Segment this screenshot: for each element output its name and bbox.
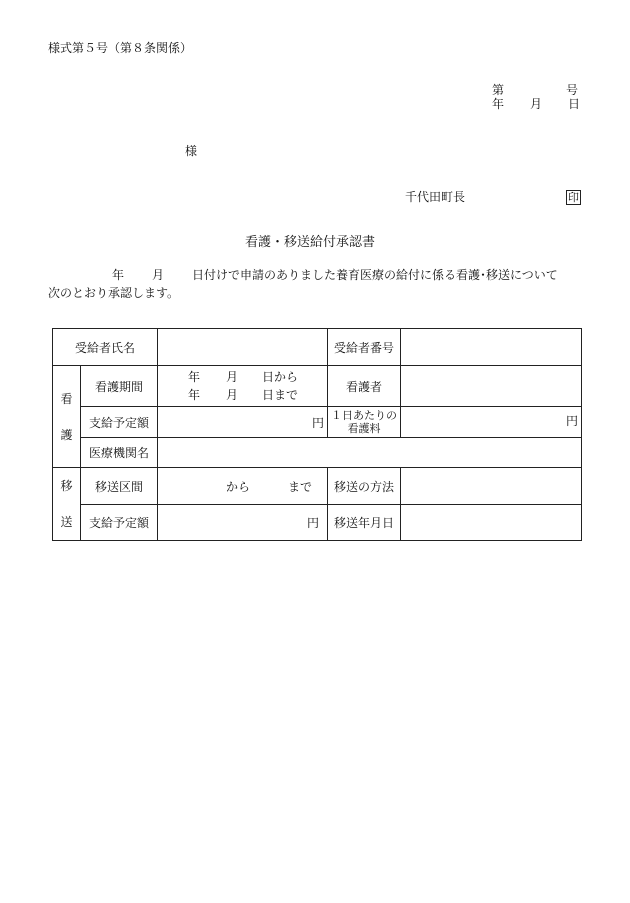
addressee-honorific: 様 bbox=[185, 144, 198, 158]
recipient-name-label: 受給者氏名 bbox=[53, 329, 158, 366]
nursing-planned-amount-label: 支給予定額 bbox=[81, 407, 158, 438]
doc-number-label: 第 bbox=[492, 83, 505, 97]
seal-stamp: 印 bbox=[568, 191, 579, 204]
nursing-period-label: 看護期間 bbox=[81, 366, 158, 407]
nursing-amount-row bbox=[53, 407, 582, 438]
doc-number-suffix: 号 bbox=[566, 83, 579, 97]
date-year: 年 bbox=[492, 97, 505, 111]
transport-planned-amount-yen: 円 bbox=[158, 505, 328, 541]
daily-fee-yen: 円 bbox=[401, 407, 582, 438]
nursing-planned-amount-yen: 円 bbox=[158, 407, 328, 438]
recipient-name-value bbox=[158, 329, 328, 366]
intro-paragraph bbox=[48, 266, 588, 302]
to-word: まで bbox=[288, 479, 313, 494]
nursing-period-value bbox=[158, 366, 328, 407]
transport-amount-row bbox=[53, 505, 582, 541]
intro-line-1-text: 日付けで申請のありました養育医療の給付に係る看護･移送について bbox=[192, 268, 558, 282]
intro-month: 月 bbox=[152, 268, 165, 282]
transport-section-row bbox=[53, 468, 582, 505]
approval-table bbox=[52, 328, 582, 541]
document-title: 看護・移送給付承認書 bbox=[245, 235, 376, 250]
transport-planned-amount-label: 支給予定額 bbox=[81, 505, 158, 541]
transport-method-label: 移送の方法 bbox=[328, 468, 401, 505]
intro-line-2: 次のとおり承認します。 bbox=[48, 286, 180, 300]
transport-date-label: 移送年月日 bbox=[328, 505, 401, 541]
nursing-period-row bbox=[53, 366, 582, 407]
recipient-row bbox=[53, 329, 582, 366]
institution-label: 医療機関名 bbox=[81, 438, 158, 468]
institution-value bbox=[158, 438, 582, 468]
transport-date-value bbox=[401, 505, 582, 541]
caregiver-label: 看護者 bbox=[328, 366, 401, 407]
from-word: から bbox=[226, 479, 251, 494]
caregiver-value bbox=[401, 366, 582, 407]
nursing-group-label: 看 護 bbox=[53, 366, 81, 468]
institution-row bbox=[53, 438, 582, 468]
transport-section-label: 移送区間 bbox=[81, 468, 158, 505]
period-from: 年 月 日から bbox=[188, 370, 299, 384]
date-day: 日 bbox=[568, 97, 581, 111]
recipient-number-value bbox=[401, 329, 582, 366]
intro-line-1 bbox=[48, 266, 588, 284]
transport-section-value bbox=[158, 468, 328, 505]
transport-group-label: 移 送 bbox=[53, 468, 81, 541]
period-to: 年 月 日まで bbox=[188, 388, 299, 402]
recipient-number-label: 受給者番号 bbox=[328, 329, 401, 366]
transport-method-value bbox=[401, 468, 582, 505]
daily-fee-label: １日あたりの 看護料 bbox=[328, 407, 401, 438]
intro-year: 年 bbox=[112, 268, 125, 282]
form-number: 様式第５号（第８条関係） bbox=[48, 41, 193, 55]
issuer-name: 千代田町長 bbox=[405, 190, 466, 204]
date-month: 月 bbox=[530, 97, 543, 111]
